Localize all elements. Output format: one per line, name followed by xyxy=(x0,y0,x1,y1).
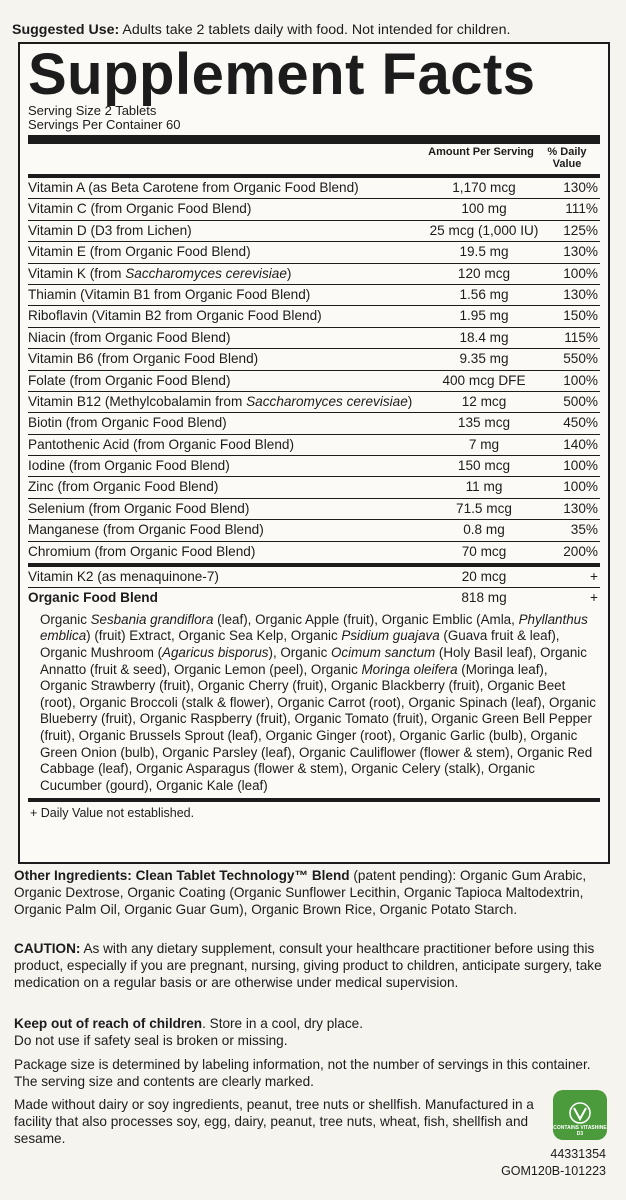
nutrients-row xyxy=(28,264,600,285)
nutrient-table xyxy=(28,178,600,563)
nutrient-daily-value: 111% xyxy=(565,201,598,217)
nutrients-row xyxy=(28,328,600,349)
nutrient-daily-value: 125% xyxy=(563,222,598,238)
nutrient-amount: 0.8 mg xyxy=(463,522,505,538)
nutrient-name: Riboflavin (Vitamin B2 from Organic Food Blend) xyxy=(28,308,322,324)
nutrient-daily-value: 130% xyxy=(563,286,598,302)
nutrient-name-part: Vitamin K (from xyxy=(28,265,126,281)
nutrient-name: Zinc (from Organic Food Blend) xyxy=(28,479,219,495)
other-ingredients-text: (patent pending): Organic Gum Arabic, Organic Dextrose, Organic Coating (Organic Sunflower Lecithin, Organic Tapioca Maltodextrin, Organic Palm Oil, Organic Guar Gum), Organic Brown Rice, Organic Potato Starch. xyxy=(14,868,587,917)
caution xyxy=(14,941,614,991)
nutrient-name: Vitamin K2 (as menaquinone-7) xyxy=(28,569,219,585)
nutrient-daily-value: 550% xyxy=(563,351,598,367)
nutrient-amount: 400 mcg DFE xyxy=(442,372,526,388)
suggested-use xyxy=(12,22,616,38)
nutrient-daily-value: 115% xyxy=(564,329,598,345)
blend-species-name: Moringa oleifera xyxy=(361,661,458,677)
nutrient-amount: 135 mcg xyxy=(457,415,511,431)
product-code-2: GOM120B-101223 xyxy=(501,1164,606,1178)
extras-row xyxy=(28,567,600,588)
package-note: Package size is determined by labeling information, not the number of servings in this container. The serving size and contents are clearly marked. xyxy=(14,1057,591,1089)
nutrients-row xyxy=(28,477,600,498)
caution-label: CAUTION: xyxy=(14,941,81,956)
nutrient-amount: 1.95 mg xyxy=(459,308,509,324)
servings-per-container: Servings Per Container 60 xyxy=(28,117,181,132)
blend-text-part: (leaf), Organic Apple (fruit), Organic Emblic (Amla, xyxy=(213,611,519,627)
nutrient-name: Vitamin A (as Beta Carotene from Organic Food Blend) xyxy=(28,180,359,195)
suggested-use-text: Adults take 2 tablets daily with food. Not intended for children. xyxy=(122,22,511,38)
keep-out-label: Keep out of reach of children xyxy=(14,1016,203,1031)
daily-value-footnote: + Daily Value not established. xyxy=(30,806,195,821)
nutrient-name: Thiamin (Vitamin B1 from Organic Food Blend) xyxy=(28,286,311,302)
nutrient-amount: 7 mg xyxy=(468,436,500,452)
nutrient-name xyxy=(28,264,424,284)
product-code-1: 44331354 xyxy=(550,1147,606,1161)
nutrient-amount: 70 mcg xyxy=(461,543,507,559)
keep-out xyxy=(14,1016,614,1050)
nutrient-amount: 120 mcg xyxy=(457,265,511,281)
nutrient-daily-value: 500% xyxy=(563,393,598,409)
facts-title: Supplement Facts xyxy=(28,42,536,107)
nutrient-daily-value: 130% xyxy=(563,180,598,195)
blend-species-name: Ocimum sanctum xyxy=(331,645,436,660)
nutrient-amount: 1,170 mcg xyxy=(452,180,516,195)
nutrient-name: Folate (from Organic Food Blend) xyxy=(28,372,231,388)
nutrients-row xyxy=(28,178,600,199)
nutrient-amount: 18.4 mg xyxy=(459,329,509,345)
blend-species-name: Phyllanthus emblica xyxy=(40,611,588,644)
daily-value-header: % Daily Value xyxy=(547,146,587,170)
product-codes xyxy=(501,1146,606,1180)
nutrient-name: Organic Food Blend xyxy=(28,590,158,606)
nutrient-name: Chromium (from Organic Food Blend) xyxy=(28,543,256,559)
nutrient-name-part: Vitamin B12 (Methylcobalamin from xyxy=(28,393,247,409)
nutrient-daily-value: 200% xyxy=(563,543,598,559)
blend-text-part: (Guava fruit & leaf), Organic Mushroom ( xyxy=(40,628,560,660)
nutrients-row xyxy=(28,520,600,541)
nutrients-row xyxy=(28,435,600,456)
keep-out-text: . Store in a cool, dry place. xyxy=(202,1016,364,1031)
blend-text-part: (Holy Basil leaf), Organic Annatto (fruit & seed), Organic Lemon (peel), Organic xyxy=(40,645,587,677)
nutrient-amount: 12 mcg xyxy=(461,393,507,409)
nutrients-row xyxy=(28,413,600,434)
organic-food-blend-list xyxy=(28,610,600,799)
nutrient-amount: 100 mg xyxy=(461,201,507,217)
badge-text: CONTAINS VITASHINE D3 xyxy=(553,1125,607,1137)
nutrient-source-species: Saccharomyces cerevisiae xyxy=(125,265,287,281)
nutrient-daily-value: 100% xyxy=(563,372,598,388)
blend-text-part: ), Organic xyxy=(268,645,331,660)
nutrient-daily-value: 450% xyxy=(563,415,598,431)
other-ingredients-label: Other Ingredients: Clean Tablet Technology™ Blend xyxy=(14,868,350,883)
nutrient-source-species: Saccharomyces cerevisiae xyxy=(246,393,408,409)
nutrient-name: Iodine (from Organic Food Blend) xyxy=(28,458,230,474)
nutrients-row xyxy=(28,499,600,520)
amount-header: Amount Per Serving xyxy=(428,146,534,158)
nutrient-name: Vitamin E (from Organic Food Blend) xyxy=(28,244,251,260)
nutrient-name: Pantothenic Acid (from Organic Food Blend) xyxy=(28,436,294,452)
nutrients-row xyxy=(28,306,600,327)
nutrients-row xyxy=(28,199,600,220)
nutrient-name-part: ) xyxy=(407,393,413,409)
nutrient-daily-value: 140% xyxy=(563,436,598,452)
nutrients-row xyxy=(28,242,600,263)
blend-species-name: Sesbania grandiflora xyxy=(90,611,214,627)
nutrient-daily-value: 100% xyxy=(563,479,598,495)
blend-species-name: Psidium guajava xyxy=(341,628,440,644)
nutrient-name xyxy=(28,392,424,412)
vitashine-badge xyxy=(553,1090,607,1140)
allergen-note: Made without dairy or soy ingredients, peanut, tree nuts or shellfish. Manufactured in a facility that also processes soy, egg, dairy, peanut, tree nuts, wheat, fish, shellfish and sesame. xyxy=(14,1097,534,1146)
nutrient-daily-value: 130% xyxy=(563,500,598,516)
nutrient-daily-value: 35% xyxy=(570,522,598,538)
nutrient-daily-value: + xyxy=(590,590,598,606)
thick-divider xyxy=(28,135,600,144)
nutrient-daily-value: 150% xyxy=(563,308,598,324)
extras-row xyxy=(28,588,600,609)
nutrient-amount: 9.35 mg xyxy=(459,351,509,367)
nutrient-name-part: ) xyxy=(286,265,292,281)
nutrients-row xyxy=(28,542,600,563)
other-ingredients xyxy=(14,868,614,918)
nutrient-amount: 818 mg xyxy=(461,590,507,606)
nutrient-name: Niacin (from Organic Food Blend) xyxy=(28,329,231,345)
nutrient-amount: 20 mcg xyxy=(461,569,507,585)
nutrient-amount: 25 mcg (1,000 IU) xyxy=(429,222,539,238)
supplement-facts-panel xyxy=(18,42,610,864)
nutrient-name: Vitamin B6 (from Organic Food Blend) xyxy=(28,351,259,367)
nutrients-row xyxy=(28,371,600,392)
blend-text-part: (Moringa leaf), Organic Strawberry (fruit), Organic Cherry (fruit), Organic Blackberry (fruit), Organic Beet (root), Organic Broccoli (stalk & flower), Organic Carrot (root), Organic Spinach (leaf), Organic Blueberry (fruit), Organic Raspberry (fruit), Organic Tomato (fruit), Organic Green Bell Pepper (fruit), Organic Brussels Sprout (leaf), Organic Ginger (root), Organic Garlic (bulb), Organic Green Onion (bulb), Organic Parsley (leaf), Organic Cauliflower (flower & stem), Organic Red Cabbage (leaf), Organic Asparagus (flower & stem), Organic Celery (stalk), Organic Cucumber (gourd), Organic Kale (leaf) xyxy=(40,661,596,793)
nutrient-name: Vitamin C (from Organic Food Blend) xyxy=(28,201,252,217)
nutrients-row xyxy=(28,349,600,370)
nutrient-daily-value: + xyxy=(590,569,598,585)
nutrient-amount: 11 mg xyxy=(465,479,503,495)
vitashine-logo-icon xyxy=(567,1102,593,1124)
nutrient-name: Manganese (from Organic Food Blend) xyxy=(28,522,264,538)
nutrient-name: Vitamin D (D3 from Lichen) xyxy=(28,222,192,238)
nutrient-amount: 19.5 mg xyxy=(459,244,509,260)
blend-text-part: ) (fruit) Extract, Organic Sea Kelp, Organic xyxy=(86,628,342,644)
nutrient-amount: 150 mcg xyxy=(457,458,511,474)
extra-table xyxy=(28,567,600,610)
blend-species-name: Agaricus bisporus xyxy=(162,645,269,660)
suggested-use-label: Suggested Use: xyxy=(12,22,120,38)
nutrient-daily-value: 130% xyxy=(563,244,598,260)
nutrients-row xyxy=(28,221,600,242)
nutrients-row xyxy=(28,285,600,306)
nutrient-amount: 1.56 mg xyxy=(459,286,509,302)
facts-header xyxy=(28,144,600,174)
nutrient-daily-value: 100% xyxy=(563,458,598,474)
nutrient-name: Biotin (from Organic Food Blend) xyxy=(28,415,227,431)
nutrient-name: Selenium (from Organic Food Blend) xyxy=(28,500,250,516)
nutrients-row xyxy=(28,392,600,413)
nutrients-row xyxy=(28,456,600,477)
blend-text-part: Organic xyxy=(40,611,91,627)
safety-seal-text: Do not use if safety seal is broken or missing. xyxy=(14,1032,288,1048)
nutrient-amount: 71.5 mcg xyxy=(456,500,512,516)
serving-size: Serving Size 2 Tablets xyxy=(28,103,157,118)
nutrient-daily-value: 100% xyxy=(563,265,598,281)
caution-text: As with any dietary supplement, consult your healthcare practitioner before using this product, especially if you are pregnant, nursing, giving product to children, anticipate surgery, take medication on a regular basis or are otherwise under medical supervision. xyxy=(14,941,602,990)
